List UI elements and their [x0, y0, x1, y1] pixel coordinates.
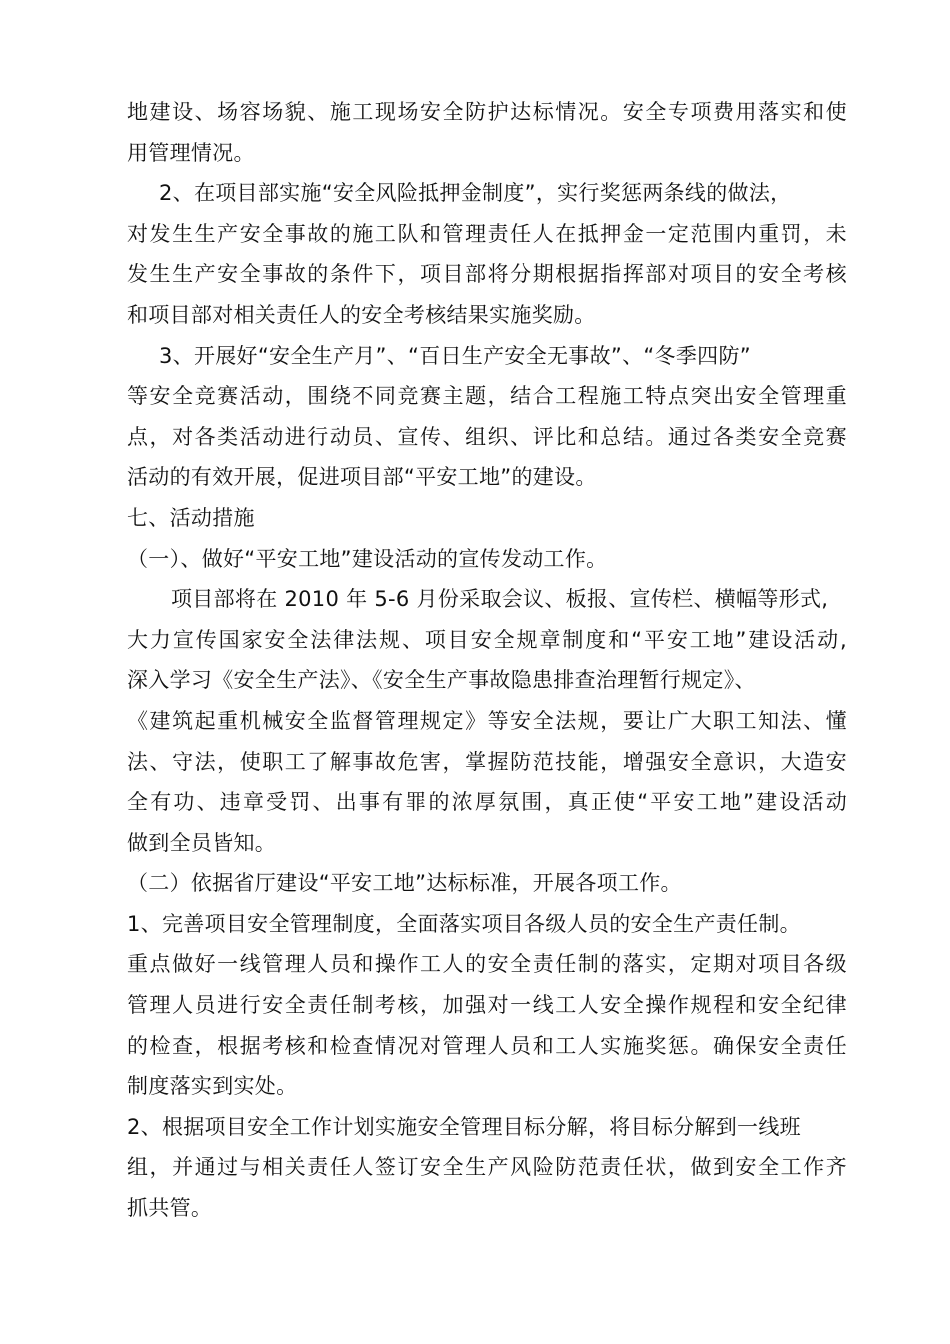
text-line: 做到全员皆知。 [127, 830, 277, 855]
text-line: 全有功、违章受罚、出事有罪的浓厚氛围，真正使“平安工地”建设活动 [127, 790, 847, 815]
text-line: 活动的有效开展，促进项目部“平安工地”的建设。 [127, 465, 597, 490]
document-page [127, 92, 847, 1229]
text-line: 发生生产安全事故的条件下，项目部将分期根据指挥部对项目的安全考核 [127, 262, 847, 287]
subsection-heading: （二）依据省厅建设“平安工地”达标标准，开展各项工作。 [127, 871, 682, 896]
text-line: 的检查，根据考核和检查情况对管理人员和工人实施奖惩。确保安全责任 [127, 1033, 847, 1058]
text-line: 2、根据项目安全工作计划实施安全管理目标分解，将目标分解到一线班 [127, 1114, 801, 1139]
text-line: 法、守法，使职工了解事故危害，掌握防范技能，增强安全意识，大造安 [127, 749, 847, 774]
text-line: 2、在项目部实施“安全风险抵押金制度”，实行奖惩两条线的做法， [159, 181, 792, 206]
text-line: 管理人员进行安全责任制考核，加强对一线工人安全操作规程和安全纪律 [127, 993, 847, 1018]
text-line: 1、完善项目安全管理制度，全面落实项目各级人员的安全生产责任制。 [127, 911, 801, 936]
text-line: 用管理情况。 [127, 140, 255, 165]
text-line: 抓共管。 [127, 1196, 213, 1221]
text-line: 大力宣传国家安全法律法规、项目安全规章制度和“平安工地”建设活动, [127, 627, 847, 652]
text-line: 3、开展好“安全生产月”、“百日生产安全无事故”、“冬季四防” [159, 343, 751, 368]
text-line: 对发生生产安全事故的施工队和管理责任人在抵押金一定范围内重罚，未 [127, 221, 847, 246]
text-line: 深入学习《安全生产法》、《安全生产事故隐患排查治理暂行规定》、 [127, 668, 756, 693]
section-heading: 七、活动措施 [127, 505, 255, 530]
text-line: 《建筑起重机械安全监督管理规定》等安全法规，要让广大职工知法、懂 [127, 708, 847, 733]
subsection-heading: （一）、做好“平安工地”建设活动的宣传发动工作。 [127, 546, 608, 571]
text-line: 等安全竞赛活动，围绕不同竞赛主题，结合工程施工特点突出安全管理重 [127, 384, 847, 409]
text-line: 项目部将在 2010 年 5-6 月份采取会议、板报、宣传栏、横幅等形式, [171, 587, 829, 612]
text-line: 点，对各类活动进行动员、宣传、组织、评比和总结。通过各类安全竞赛 [127, 424, 847, 449]
text-line: 组，并通过与相关责任人签订安全生产风险防范责任状，做到安全工作齐 [127, 1155, 847, 1180]
text-line: 地建设、场容场貌、施工现场安全防护达标情况。安全专项费用落实和使 [127, 100, 847, 124]
text-line: 和项目部对相关责任人的安全考核结果实施奖励。 [127, 302, 596, 327]
text-line: 制度落实到实处。 [127, 1074, 298, 1099]
text-line: 重点做好一线管理人员和操作工人的安全责任制的落实，定期对项目各级 [127, 952, 847, 977]
